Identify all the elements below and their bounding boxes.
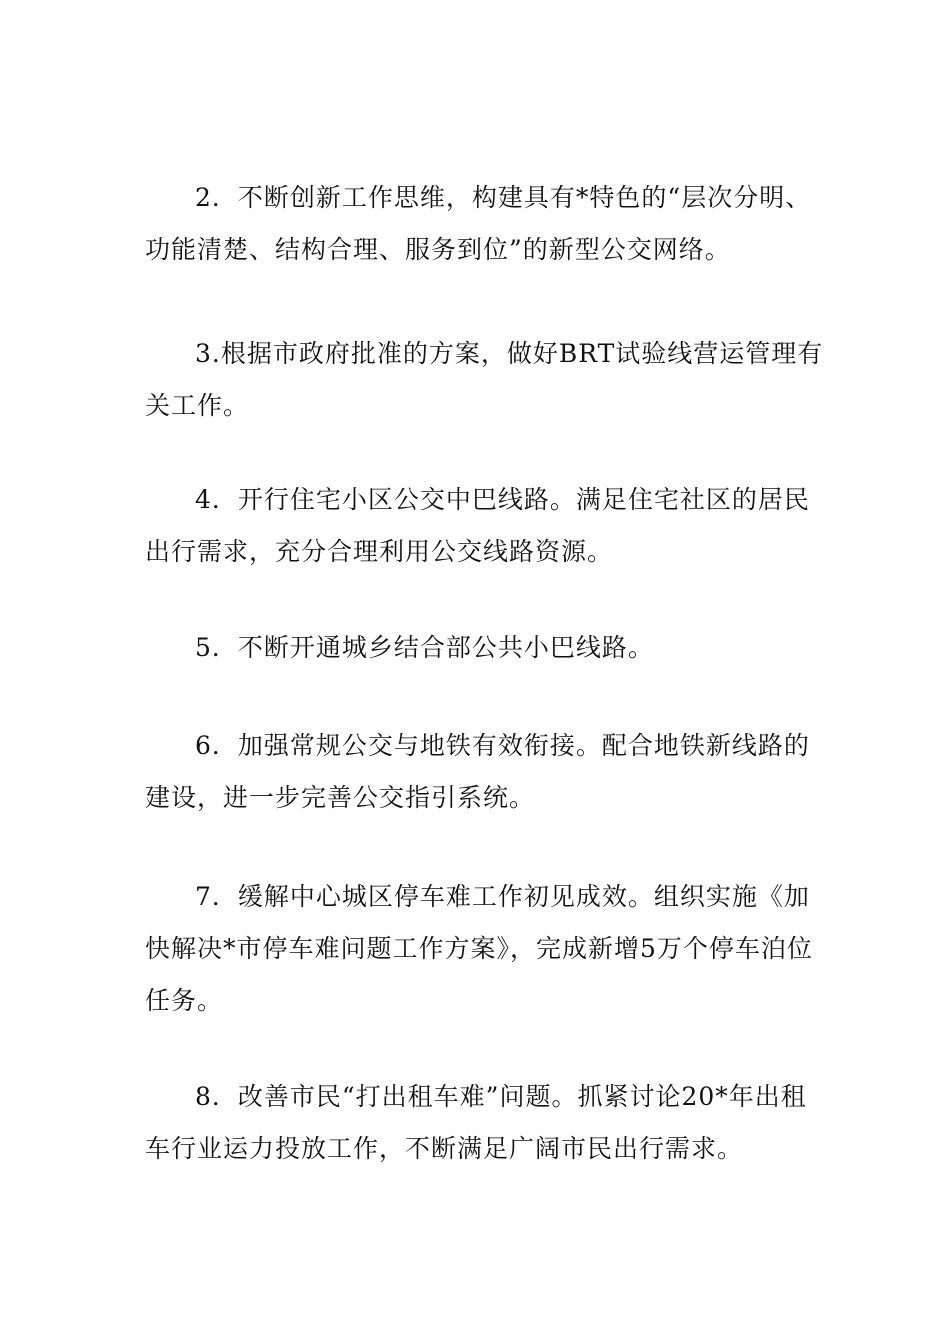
paragraph-item-8: 8．改善市民“打出租车难”问题。抓紧讨论20*年出租车行业运力投放工作，不断满足广阔市民出行需求。 — [145, 1082, 807, 1163]
paragraph-item-5: 5．不断开通城乡结合部公共小巴线路。 — [195, 633, 654, 662]
paragraph-item-7: 7．缓解中心城区停车难工作初见成效。组织实施《加快解决*市停车难问题工作方案》，完成新增5万个停车泊位任务。 — [145, 882, 813, 1015]
paragraph-item-3: 3.根据市政府批准的方案，做好BRT试验线营运管理有关工作。 — [145, 339, 824, 420]
paragraph-item-2: 2．不断创新工作思维，构建具有*特色的“层次分明、功能清楚、结构合理、服务到位”的新型公交网络。 — [145, 183, 812, 264]
paragraph-item-6: 6．加强常规公交与地铁有效衔接。配合地铁新线路的建设，进一步完善公交指引系统。 — [145, 731, 810, 812]
paragraph-item-4: 4．开行住宅小区公交中巴线路。满足住宅社区的居民出行需求，充分合理利用公交线路资源。 — [145, 485, 810, 566]
